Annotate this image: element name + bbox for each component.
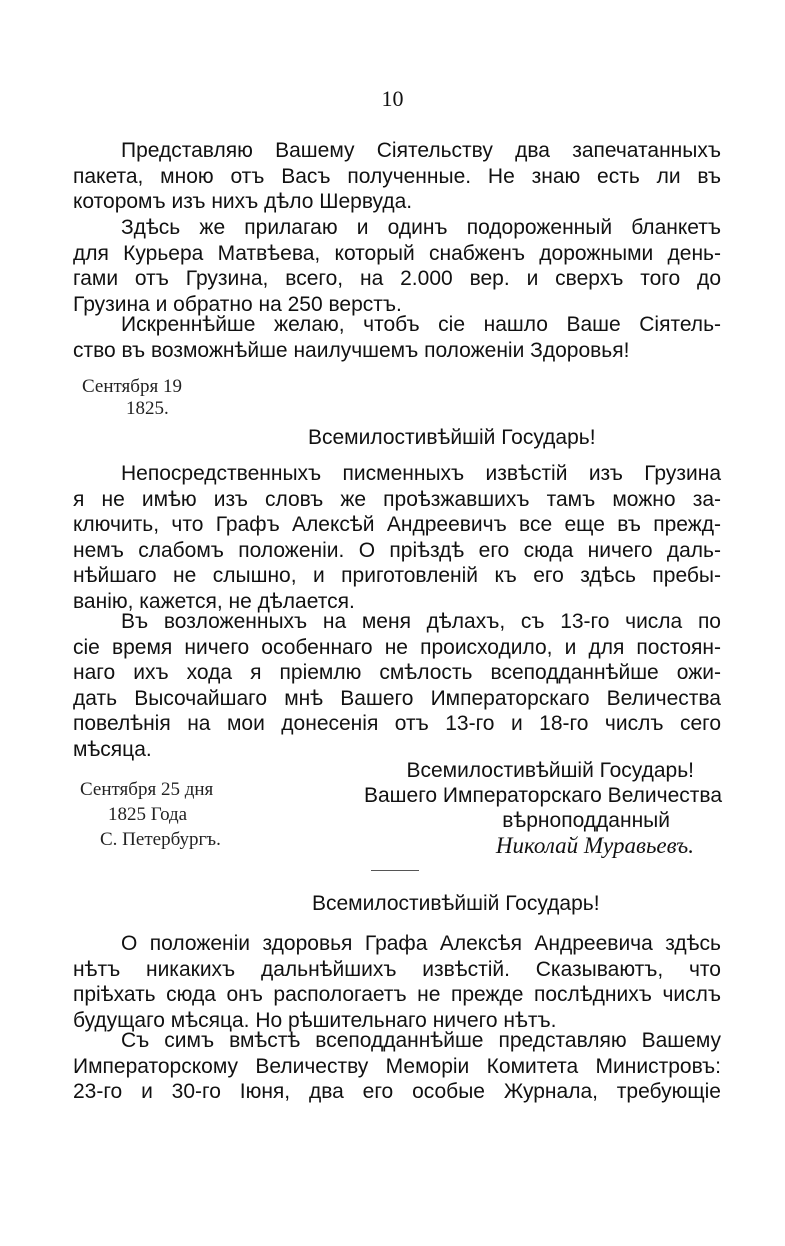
text-line: Императорскому Величеству Меморіи Комитета Министровъ: [73,1054,721,1078]
date-line: Сентября 25 дня [80,779,214,800]
text-line: Здѣсь же прилагаю и одинъ подороженный бланкетъ [121,216,721,239]
date-line: С. Петербургъ. [100,829,221,850]
text-line: Искреннѣйше желаю, чтобъ сіе нашло Ваше Сіятель- [121,313,721,336]
closing-line: вѣрноподданный [502,809,670,832]
text-line: Грузина и обратно на 250 верстъ. [73,292,402,316]
text-line: Съ симъ вмѣстѣ всеподданнѣйше представляю Вашему [121,1029,721,1052]
text-line: дать Высочайшаго мнѣ Вашего Императорскаго Величества [73,686,721,710]
closing-line: Вашего Императорскаго Величества [364,784,722,807]
text-line: я не имѣю изъ словъ же проѣзжавшихъ тамъ можно за- [73,487,721,511]
section-divider [371,870,419,871]
text-line: пріѣхать сюда онъ распологаетъ не прежде послѣднихъ числъ [73,983,721,1006]
page-number: 10 [381,86,404,111]
letter2-paragraph-2 [73,609,721,762]
letter2-paragraph-1 [73,461,721,614]
date-line: 1825. [126,398,169,419]
text-line: нѣтъ никакихъ дальнѣйшихъ извѣстій. Сказываютъ, что [73,957,721,981]
text-line: пакета, мною отъ Васъ полученные. Не знаю есть ли въ [73,164,721,188]
text-line: О положеніи здоровья Графа Алексѣя Андреевича здѣсь [121,932,721,955]
letter2-closing [300,758,722,858]
letter1-paragraph-3 [73,312,721,363]
letter1-paragraph-1 [73,138,721,215]
letter3-salutation: Всемилостивѣйшій Государь! [312,892,600,915]
text-line: Въ возложенныхъ на меня дѣлахъ, съ 13-го числа по [121,610,721,633]
letter1-date [82,376,182,420]
text-line: ство въ возможнѣйше наилучшемъ положеніи Здоровья! [73,338,630,362]
text-line: сіе время ничего особеннаго не происходило, и для постоян- [73,635,721,659]
date-line: Сентября 19 [82,376,182,397]
date-line: 1825 Года [108,804,188,825]
closing-salutation: Всемилостивѣйшій Государь! [406,759,694,782]
text-line: Непосредственныхъ писменныхъ извѣстій изъ Грузина [121,462,721,485]
text-line: немъ слабомъ положеніи. О пріѣздѣ его сюда ничего даль- [73,538,721,562]
letter3-paragraph-1 [73,931,721,1033]
letter2-salutation: Всемилостивѣйшій Государь! [308,426,596,449]
text-line: которомъ изъ нихъ дѣло Шервуда. [73,190,413,213]
text-line: ванію, кажется, не дѣлается. [73,589,355,613]
text-line: нѣйшаго не слышно, и приготовленій къ его здѣсь пребы- [73,564,721,587]
text-line: ключить, что Графъ Алексѣй Андреевичъ все еще въ прежд- [73,513,721,536]
text-line: мѣсяца. [73,737,152,761]
letter2-date [80,777,221,852]
text-line: Представляю Вашему Сіятельству два запечатанныхъ [121,139,721,162]
text-line: повелѣнія на мои донесенія отъ 13-го и 18-го числъ сего [73,712,721,735]
letter3-paragraph-2 [73,1028,721,1105]
text-line: будущаго мѣсяца. Но рѣшительнаго ничего нѣтъ. [73,1008,557,1032]
text-line: гами отъ Грузина, всего, на 2.000 вер. и сверхъ того до [73,267,721,290]
text-line: наго ихъ хода я пріемлю смѣлость всеподданнѣйше ожи- [73,661,721,684]
text-line: 23-го и 30-го Іюня, два его особые Журнала, требующіе [73,1080,721,1103]
text-line: для Курьера Матвѣева, который снабженъ дорожными день- [73,241,721,265]
letter1-paragraph-2 [73,215,721,317]
signature: Николай Муравьевъ. [495,833,694,858]
